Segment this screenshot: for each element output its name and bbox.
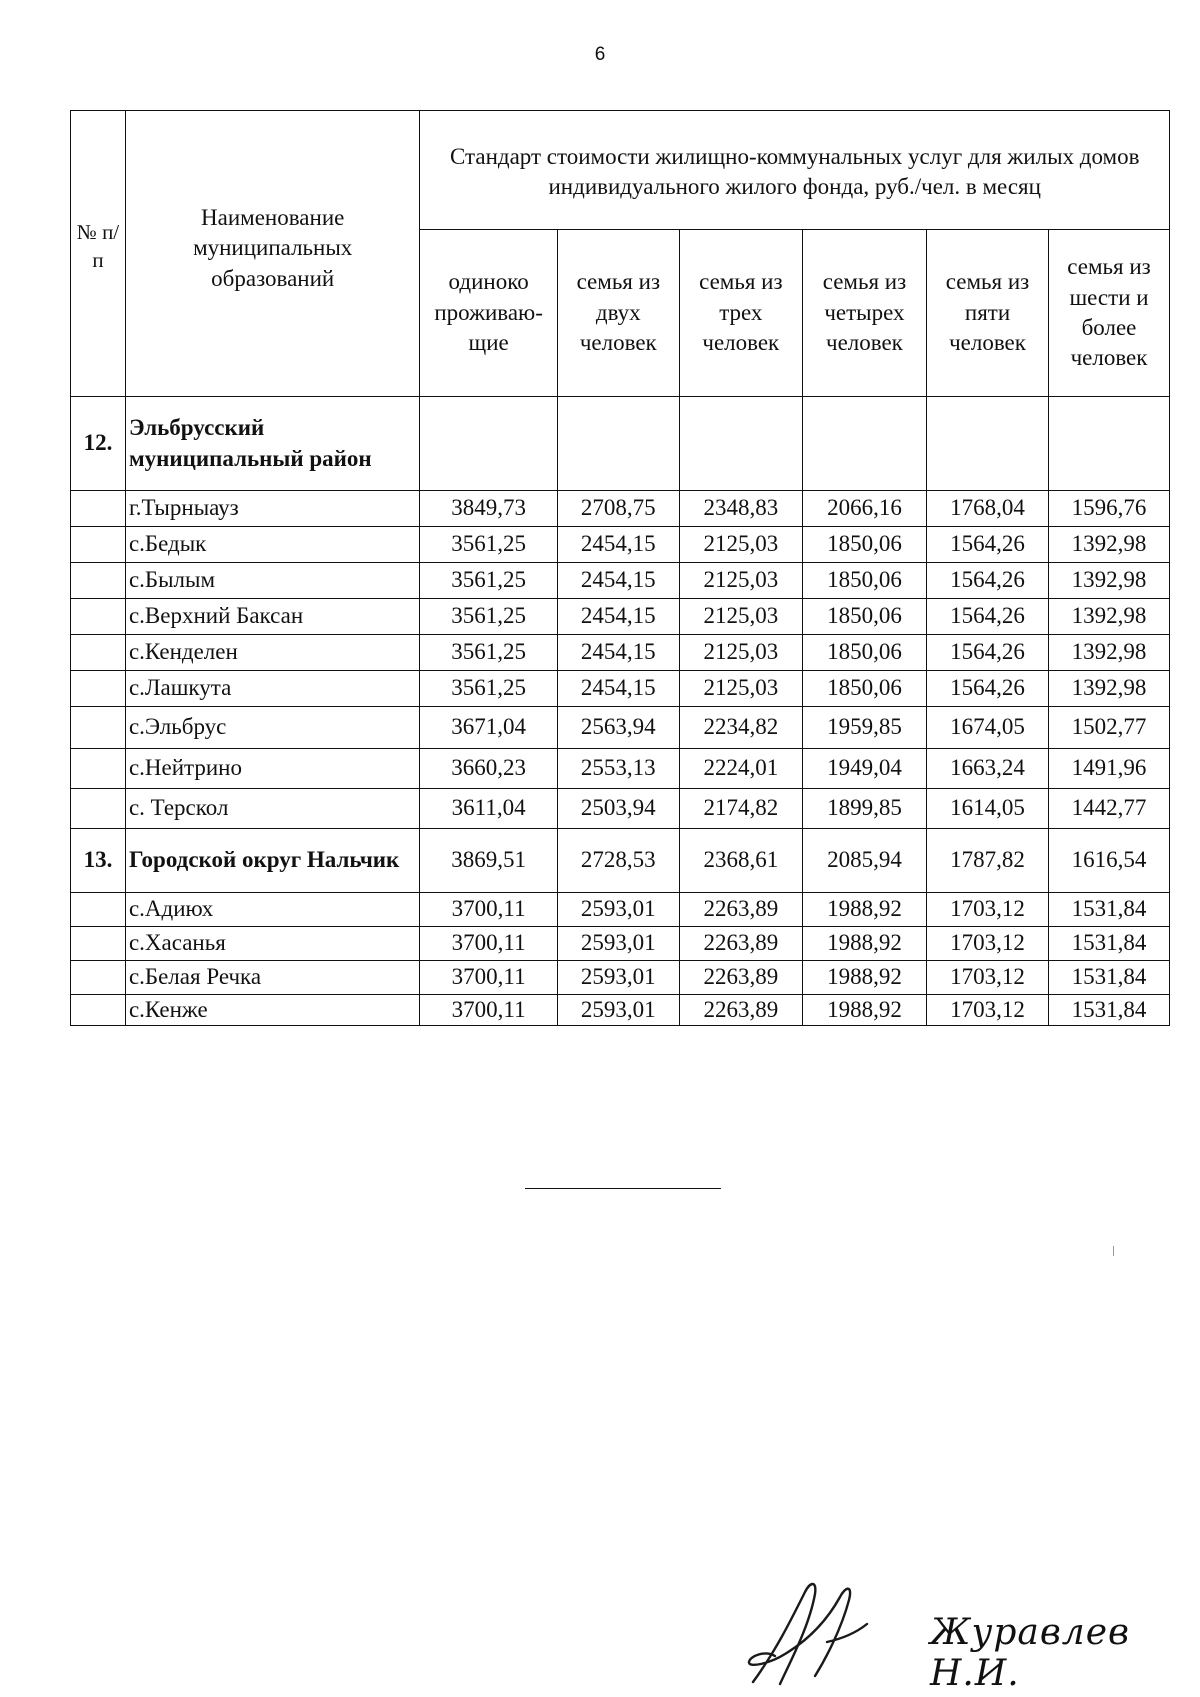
cost-cell: 2593,01 <box>557 927 679 961</box>
cost-cell: 1787,82 <box>927 829 1049 893</box>
table-row <box>71 527 1170 563</box>
row-number <box>71 671 126 707</box>
cost-cell: 2454,15 <box>557 563 679 599</box>
municipality-name: с.Кенже <box>125 995 420 1026</box>
table-row <box>71 671 1170 707</box>
cost-cell: 3700,11 <box>420 893 557 927</box>
cost-cell: 1988,92 <box>802 995 926 1026</box>
cost-cell: 3561,25 <box>420 671 557 707</box>
cost-cell: 3561,25 <box>420 563 557 599</box>
cost-cell: 2728,53 <box>557 829 679 893</box>
row-number <box>71 995 126 1026</box>
table-row <box>71 995 1170 1026</box>
cost-cell: 2224,01 <box>679 749 802 789</box>
cost-cell: 1392,98 <box>1049 563 1170 599</box>
municipality-name: с.Эльбрус <box>125 707 420 749</box>
cost-cell: 1703,12 <box>927 927 1049 961</box>
cost-cell: 2708,75 <box>557 491 679 527</box>
cost-cell: 1531,84 <box>1049 995 1170 1026</box>
cost-cell: 2553,13 <box>557 749 679 789</box>
table-header <box>71 111 1170 397</box>
cost-cell: 1959,85 <box>802 707 926 749</box>
row-number <box>71 527 126 563</box>
cost-cell <box>927 397 1049 491</box>
cost-cell: 1949,04 <box>802 749 926 789</box>
cost-cell: 1663,24 <box>927 749 1049 789</box>
cost-cell: 3561,25 <box>420 599 557 635</box>
cost-cell: 3849,73 <box>420 491 557 527</box>
municipality-name: с. Терскол <box>125 789 420 829</box>
cost-cell: 2263,89 <box>679 927 802 961</box>
row-number <box>71 707 126 749</box>
cost-cell: 1531,84 <box>1049 961 1170 995</box>
cost-cell <box>420 397 557 491</box>
column-header-family-3: семья из трех человек <box>679 230 802 397</box>
cost-cell: 1703,12 <box>927 961 1049 995</box>
table-row <box>71 599 1170 635</box>
table-row <box>71 397 1170 491</box>
cost-cell: 2125,03 <box>679 599 802 635</box>
row-number: 13. <box>71 829 126 893</box>
cost-cell: 3869,51 <box>420 829 557 893</box>
cost-cell: 3700,11 <box>420 995 557 1026</box>
cost-cell: 3561,25 <box>420 635 557 671</box>
table-row <box>71 789 1170 829</box>
cost-cell: 3660,23 <box>420 749 557 789</box>
separator-line <box>525 1188 721 1189</box>
row-number <box>71 789 126 829</box>
cost-cell: 3700,11 <box>420 927 557 961</box>
cost-cell: 2066,16 <box>802 491 926 527</box>
municipality-name: с.Белая Речка <box>125 961 420 995</box>
cost-cell <box>679 397 802 491</box>
cost-cell: 2125,03 <box>679 527 802 563</box>
cost-cell: 1674,05 <box>927 707 1049 749</box>
cost-cell: 2454,15 <box>557 599 679 635</box>
cost-cell: 2563,94 <box>557 707 679 749</box>
column-header-family-2: семья из двух человек <box>557 230 679 397</box>
cost-cell: 2454,15 <box>557 527 679 563</box>
cost-cell: 2125,03 <box>679 563 802 599</box>
municipality-name: с.Адиюх <box>125 893 420 927</box>
cost-cell: 1442,77 <box>1049 789 1170 829</box>
cost-cell <box>1049 397 1170 491</box>
column-header-family-6: семья из шести и более человек <box>1049 230 1170 397</box>
municipality-name: с.Нейтрино <box>125 749 420 789</box>
row-number <box>71 927 126 961</box>
cost-cell <box>802 397 926 491</box>
cost-cell: 1768,04 <box>927 491 1049 527</box>
column-header-name: Наименование муниципальных образований <box>125 111 420 397</box>
column-header-family-4: семья из четырех человек <box>802 230 926 397</box>
cost-cell: 1392,98 <box>1049 527 1170 563</box>
municipality-name: с.Лашкута <box>125 671 420 707</box>
table-row <box>71 829 1170 893</box>
cost-cell: 1392,98 <box>1049 599 1170 635</box>
municipality-name: г.Тырныауз <box>125 491 420 527</box>
row-number <box>71 563 126 599</box>
page-number: 6 <box>594 44 606 65</box>
cost-cell: 2454,15 <box>557 635 679 671</box>
cost-cell: 2348,83 <box>679 491 802 527</box>
cost-cell: 1850,06 <box>802 635 926 671</box>
table-row <box>71 749 1170 789</box>
row-number <box>71 893 126 927</box>
row-number <box>71 749 126 789</box>
cost-cell: 2234,82 <box>679 707 802 749</box>
cost-cell: 2085,94 <box>802 829 926 893</box>
cost-cell: 1491,96 <box>1049 749 1170 789</box>
municipality-name: с.Кенделен <box>125 635 420 671</box>
table-row <box>71 707 1170 749</box>
cost-cell: 2454,15 <box>557 671 679 707</box>
handwritten-signature <box>745 1572 925 1692</box>
cost-cell: 1502,77 <box>1049 707 1170 749</box>
municipality-name: Городской округ Нальчик <box>125 829 420 893</box>
cost-cell: 2593,01 <box>557 893 679 927</box>
cost-cell: 1531,84 <box>1049 893 1170 927</box>
cost-cell: 1564,26 <box>927 671 1049 707</box>
municipality-name: с.Бедык <box>125 527 420 563</box>
signature-name: Журавлев Н.И. <box>930 1612 1130 1694</box>
cost-cell: 2593,01 <box>557 961 679 995</box>
municipality-name: с.Верхний Баксан <box>125 599 420 635</box>
row-number: 12. <box>71 397 126 491</box>
municipality-name: с.Хасанья <box>125 927 420 961</box>
margin-mark <box>1113 1246 1114 1256</box>
cost-cell: 1531,84 <box>1049 927 1170 961</box>
cost-cell: 1392,98 <box>1049 635 1170 671</box>
cost-cell: 1614,05 <box>927 789 1049 829</box>
cost-cell <box>557 397 679 491</box>
row-number <box>71 491 126 527</box>
cost-cell: 1564,26 <box>927 563 1049 599</box>
column-group-header: Стандарт стоимости жилищно-коммунальных услуг для жилых домов индивидуального жилого фонда, руб./чел. в месяц <box>420 111 1170 230</box>
table-row <box>71 491 1170 527</box>
cost-cell: 2368,61 <box>679 829 802 893</box>
cost-cell: 1850,06 <box>802 563 926 599</box>
column-header-single: одиноко проживаю-щие <box>420 230 557 397</box>
table-row <box>71 927 1170 961</box>
cost-cell: 2174,82 <box>679 789 802 829</box>
cost-cell: 1988,92 <box>802 893 926 927</box>
cost-cell: 1703,12 <box>927 893 1049 927</box>
cost-cell: 3671,04 <box>420 707 557 749</box>
cost-cell: 2503,94 <box>557 789 679 829</box>
tariff-table <box>70 110 1170 1026</box>
cost-cell: 1850,06 <box>802 671 926 707</box>
cost-cell: 1850,06 <box>802 599 926 635</box>
table-body <box>71 397 1170 1026</box>
column-header-family-5: семья из пяти человек <box>927 230 1049 397</box>
table-row <box>71 961 1170 995</box>
row-number <box>71 961 126 995</box>
cost-cell: 2263,89 <box>679 995 802 1026</box>
cost-cell: 3611,04 <box>420 789 557 829</box>
table-row <box>71 563 1170 599</box>
cost-cell: 2125,03 <box>679 635 802 671</box>
cost-cell: 3561,25 <box>420 527 557 563</box>
municipality-name: Эльбрусский муниципальный район <box>125 397 420 491</box>
cost-cell: 1616,54 <box>1049 829 1170 893</box>
municipality-name: с.Былым <box>125 563 420 599</box>
cost-cell: 1899,85 <box>802 789 926 829</box>
cost-cell: 1988,92 <box>802 927 926 961</box>
cost-cell: 1564,26 <box>927 635 1049 671</box>
row-number <box>71 599 126 635</box>
row-number <box>71 635 126 671</box>
table-row <box>71 893 1170 927</box>
cost-cell: 1596,76 <box>1049 491 1170 527</box>
cost-cell: 2125,03 <box>679 671 802 707</box>
table-row <box>71 635 1170 671</box>
cost-cell: 2593,01 <box>557 995 679 1026</box>
cost-cell: 1564,26 <box>927 599 1049 635</box>
cost-cell: 2263,89 <box>679 893 802 927</box>
cost-cell: 1564,26 <box>927 527 1049 563</box>
column-header-number: № п/п <box>71 111 126 397</box>
cost-cell: 1850,06 <box>802 527 926 563</box>
cost-cell: 1703,12 <box>927 995 1049 1026</box>
cost-cell: 3700,11 <box>420 961 557 995</box>
cost-cell: 1392,98 <box>1049 671 1170 707</box>
cost-cell: 1988,92 <box>802 961 926 995</box>
cost-cell: 2263,89 <box>679 961 802 995</box>
